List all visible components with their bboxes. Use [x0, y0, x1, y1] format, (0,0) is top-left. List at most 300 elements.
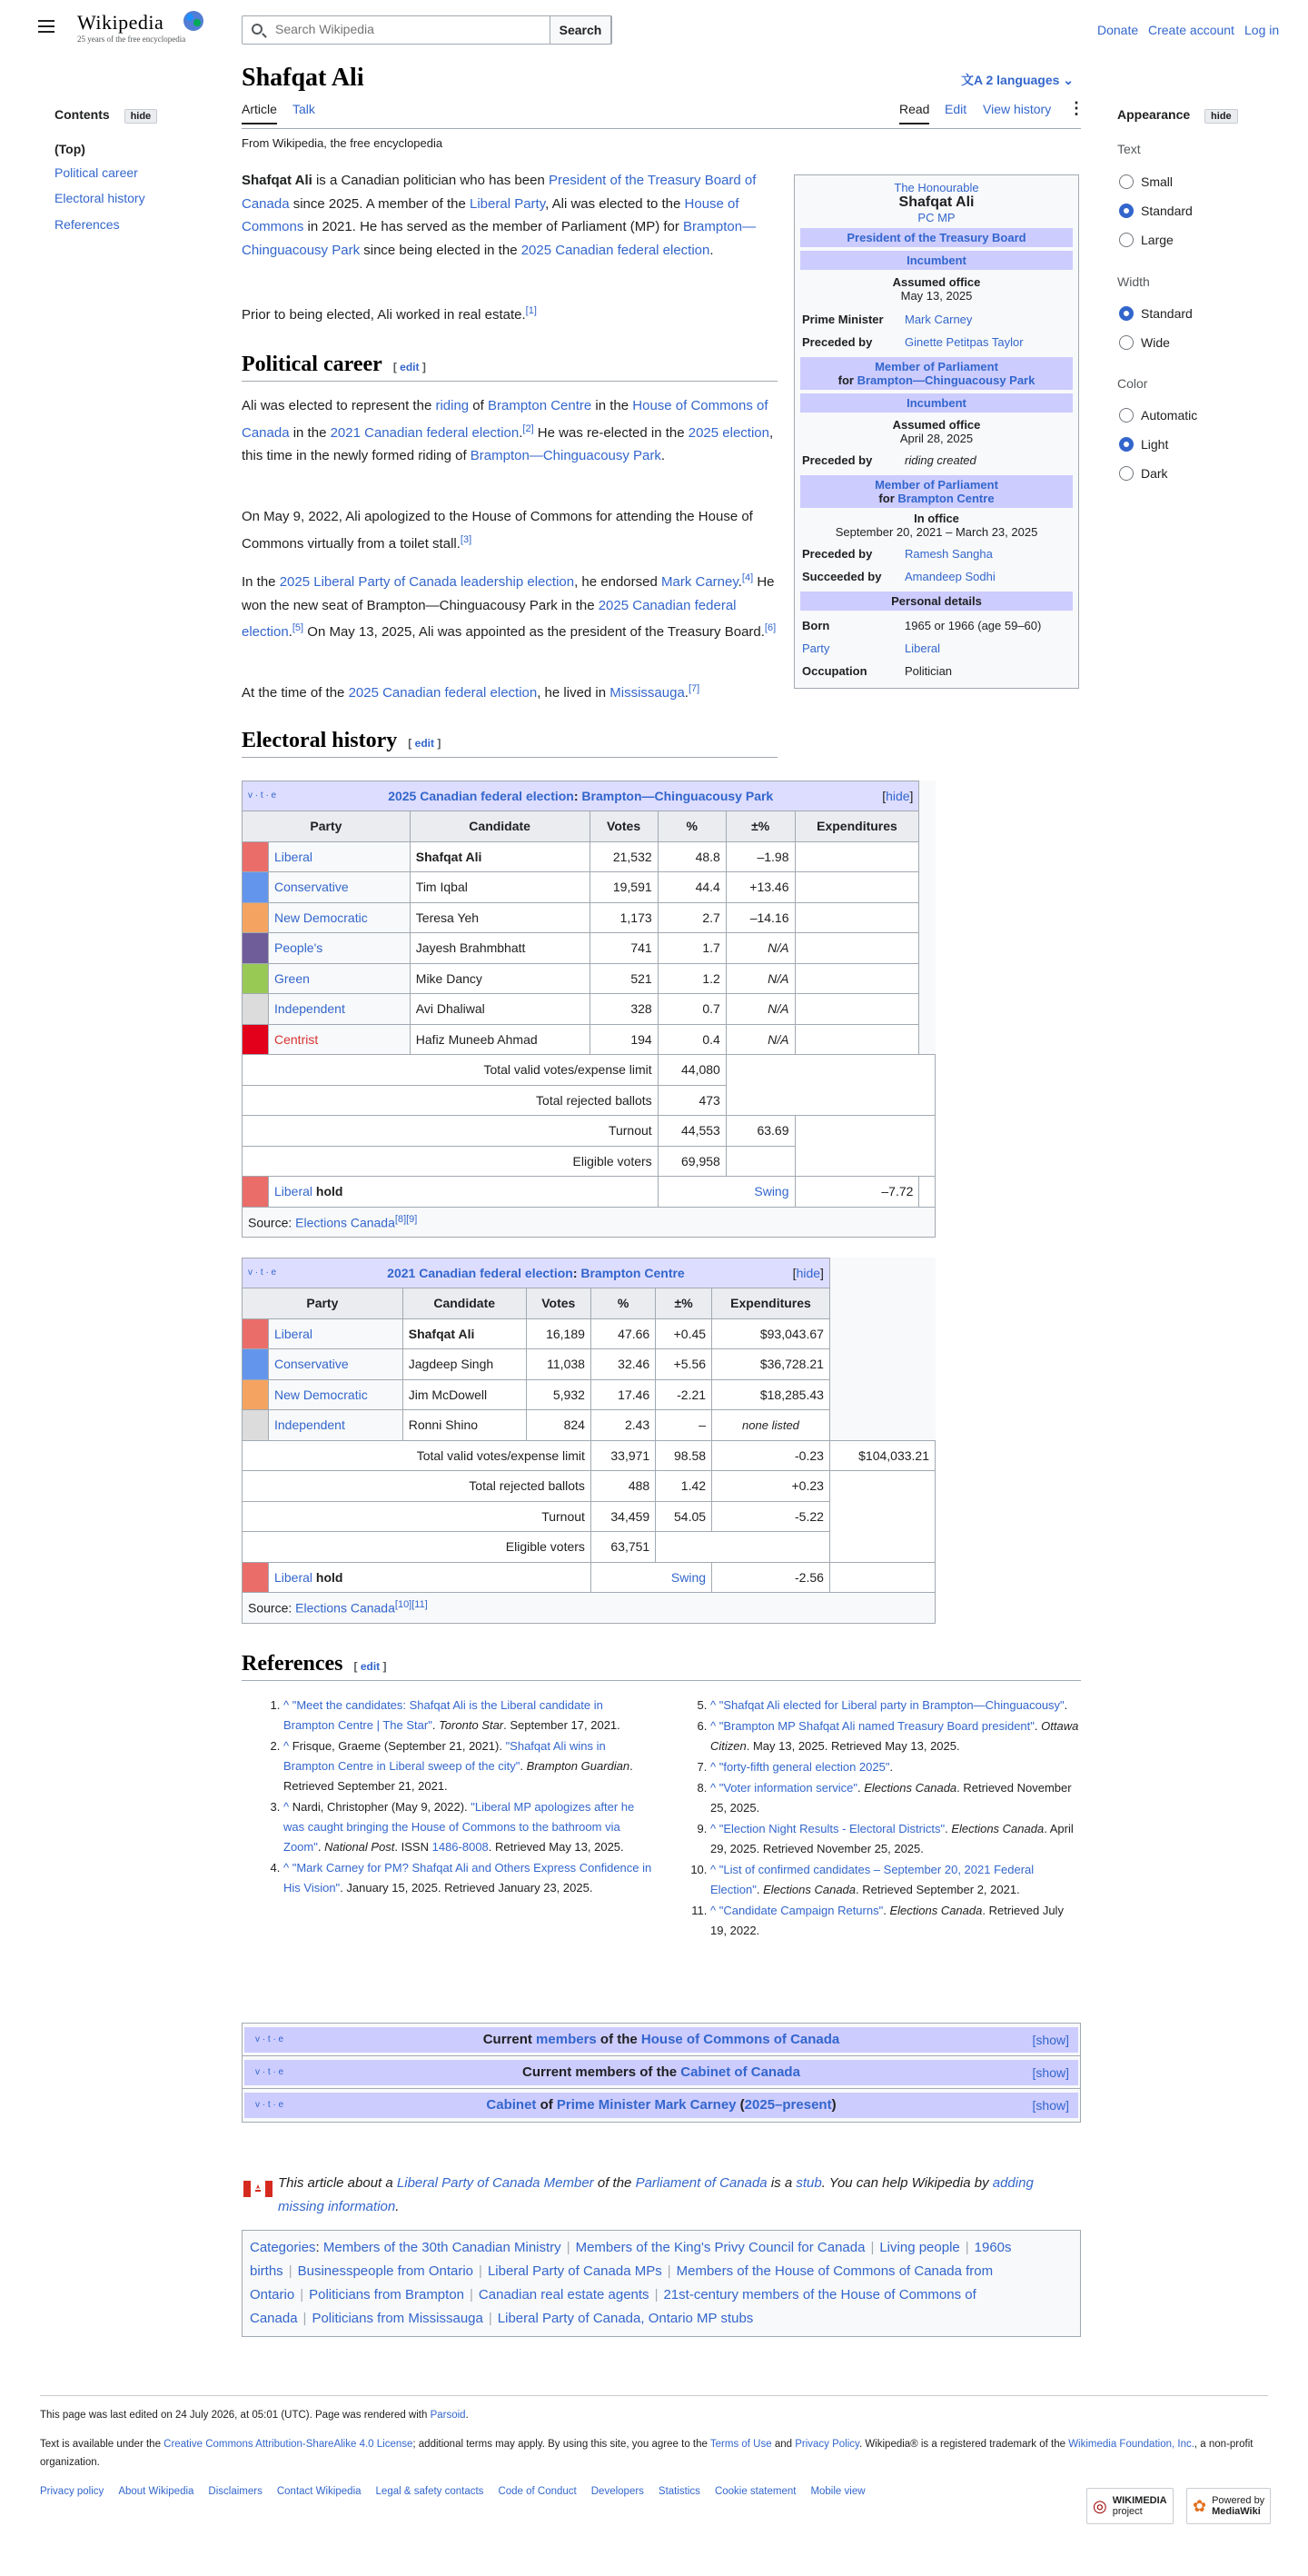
party-color-swatch	[243, 963, 269, 994]
political-paragraph-1: Ali was elected to represent the riding of Brampton Centre in the House of Commons of Canada in the 2021 Canadian federal election.[2] He was re-elected in the 2025 election, this time in the newly formed riding of Brampton—Chinguacousy Park.	[242, 398, 774, 463]
reference-link[interactable]: "Mark Carney for PM? Shafqat Ali and Others Express Confidence in His Vision"	[283, 1861, 652, 1895]
hide-toggle[interactable]: [hide]	[792, 1266, 824, 1280]
table-value: +0.23	[712, 1471, 830, 1502]
link[interactable]: Brampton—Chinguacousy Park	[470, 448, 661, 463]
infobox	[794, 174, 1079, 689]
link[interactable]: House of Commons of Canada	[640, 2032, 840, 2047]
change-cell: +13.46	[726, 872, 795, 903]
votes-cell: 194	[590, 1024, 658, 1055]
infobox-name: Shafqat Ali	[898, 194, 975, 210]
expenditures-cell: $36,728.21	[712, 1349, 830, 1380]
candidate-row	[243, 994, 936, 1025]
column-header: %	[658, 811, 726, 842]
appearance-hide-button[interactable]: hide	[1204, 109, 1238, 124]
more-tools-icon[interactable]: ⋮	[1068, 99, 1085, 117]
search-box	[242, 15, 612, 45]
backlink[interactable]: ^	[283, 1800, 292, 1814]
link-house-of-commons[interactable]: House of Commons	[242, 195, 739, 234]
citation[interactable]: [2]	[522, 423, 534, 434]
globe-icon[interactable]	[182, 9, 205, 33]
votes-cell: 11,038	[526, 1349, 590, 1380]
reference-link[interactable]: "Brampton MP Shafqat Ali named Treasury Board president"	[718, 1719, 1035, 1733]
categories-link[interactable]: Categories	[250, 2240, 316, 2255]
mediawiki-logo-icon: ✿	[1193, 2496, 1207, 2515]
category-link[interactable]: Members of the House of Commons of Canada from Ontario	[250, 2263, 994, 2302]
link[interactable]: Liberal Party of Canada Member	[396, 2175, 594, 2191]
vte-links[interactable]: v · t · e	[255, 2100, 284, 2110]
backlink[interactable]: ^	[710, 1760, 719, 1774]
tab-read[interactable]: Read	[899, 102, 929, 124]
vte-links[interactable]: v · t · e	[255, 2034, 284, 2044]
languages-button[interactable]: 文A 2 languages ⌄	[961, 73, 1075, 87]
infobox-honorific[interactable]: The Honourable	[894, 181, 979, 194]
category-link[interactable]: Members of the King's Privy Council for Canada	[575, 2240, 866, 2255]
appearance-width-label: Width	[1117, 274, 1150, 289]
change-cell: +0.45	[656, 1318, 712, 1349]
political-paragraph-4: At the time of the 2025 Canadian federal election, he lived in Mississauga.[7]	[242, 683, 700, 701]
link[interactable]: 2025–present	[744, 2097, 832, 2113]
link-treasury-board[interactable]: President of the Treasury Board of Canada	[242, 173, 757, 212]
party-link[interactable]: New Democratic	[274, 1387, 368, 1402]
infobox-value: 1965 or 1966 (age 59–60)	[905, 619, 1042, 632]
footer-links	[40, 2486, 880, 2497]
category-link[interactable]: Liberal Party of Canada, Ontario MP stubs	[497, 2311, 754, 2326]
table-value: 473	[658, 1085, 726, 1116]
category-link[interactable]: Politicians from Mississauga	[312, 2311, 483, 2326]
show-toggle[interactable]: [show]	[1032, 2033, 1069, 2047]
infobox-link[interactable]: Brampton Centre	[897, 492, 995, 505]
link[interactable]: House of Commons of Canada	[242, 398, 768, 441]
expenditures-cell	[795, 841, 919, 872]
citation[interactable]: [6]	[764, 622, 777, 633]
party-color-swatch	[243, 872, 269, 903]
appearance-title: Appearance hide	[1117, 107, 1238, 124]
party-color-swatch	[243, 1349, 269, 1380]
link[interactable]: Liberal	[274, 1184, 313, 1199]
edit-section-link[interactable]: edit	[360, 1660, 381, 1673]
party-link[interactable]: People's	[274, 940, 323, 956]
create-account-link[interactable]: Create account	[1148, 23, 1234, 37]
link-brampton-chinguacousy[interactable]: Brampton—Chinguacousy Park	[242, 219, 757, 258]
change-cell: +5.56	[656, 1349, 712, 1380]
link[interactable]: 2021 Canadian federal election	[330, 424, 520, 441]
votes-cell: 741	[590, 933, 658, 964]
section-heading-references: References [ edit ]	[242, 1652, 1081, 1681]
table-value: 98.58	[656, 1440, 712, 1471]
citation[interactable]: [4]	[741, 572, 754, 583]
party-link[interactable]: Independent	[274, 1001, 345, 1017]
appearance-color-label: Color	[1117, 376, 1148, 391]
backlink[interactable]: ^	[710, 1822, 719, 1835]
reference-link[interactable]: "Election Night Results - Electoral Districts"	[718, 1822, 946, 1835]
footer-link[interactable]: Legal & safety contacts	[375, 2486, 484, 2497]
percent-cell: 0.7	[658, 994, 726, 1025]
radio-text-small[interactable]: Small	[1119, 174, 1173, 189]
vte-links[interactable]: v · t · e	[248, 791, 277, 801]
infobox-label: Prime Minister	[802, 313, 884, 326]
backlink[interactable]: ^	[283, 1739, 292, 1753]
table-value: –7.72	[795, 1177, 919, 1208]
link[interactable]: Cabinet	[486, 2097, 537, 2113]
toc-hide-button[interactable]: hide	[124, 109, 158, 124]
column-header: Party	[243, 1288, 403, 1319]
link[interactable]: Liberal	[274, 1569, 313, 1585]
category-link[interactable]: Businesspeople from Ontario	[297, 2263, 474, 2279]
party-link[interactable]: Independent	[274, 1417, 345, 1433]
infobox-label: Assumed office	[892, 275, 981, 289]
link[interactable]: Swing	[754, 1184, 789, 1199]
percent-cell: 2.43	[590, 1410, 655, 1441]
category-link[interactable]: Politicians from Brampton	[309, 2287, 465, 2302]
votes-cell: 328	[590, 994, 658, 1025]
intro-paragraph-2: Prior to being elected, Ali worked in real estate.[1]	[242, 305, 537, 323]
citation[interactable]: [1]	[525, 305, 537, 316]
table-value: 44,080	[658, 1055, 726, 1086]
section-heading-electoral-history: Electoral history [ edit ]	[242, 729, 778, 758]
link[interactable]: Brampton—Chinguacousy Park	[581, 789, 774, 803]
reference-item: 11. ^ "Candidate Campaign Returns". Elections Canada. Retrieved July 19, 2022.	[710, 1901, 1081, 1941]
intro-paragraph: Shafqat Ali is a Canadian politician who has been President of the Treasury Board of Canada since 2025. A member of the Liberal Party, Ali was elected to the House of Commons in 2021. He has served as the member of Parliament (MP) for Brampton—Chinguacousy Park since being elected in the 2025 Canadian federal election.	[242, 173, 757, 258]
votes-cell: 521	[590, 963, 658, 994]
page-tabs	[242, 99, 1085, 129]
expenditures-cell	[795, 963, 919, 994]
column-header: Expenditures	[712, 1288, 830, 1319]
show-toggle[interactable]: [show]	[1032, 2098, 1069, 2113]
backlink[interactable]: ^	[710, 1698, 719, 1712]
infobox-label: Succeeded by	[802, 570, 882, 583]
footer-link[interactable]: Contact Wikipedia	[276, 2486, 362, 2497]
category-link[interactable]: Liberal Party of Canada MPs	[487, 2263, 662, 2279]
candidate-row	[243, 1024, 936, 1055]
tab-talk[interactable]: Talk	[292, 102, 315, 116]
backlink[interactable]: ^	[283, 1698, 292, 1712]
category-link[interactable]: 21st-century members of the House of Commons of Canada	[250, 2287, 976, 2326]
election-table-caption: v · t · e 2025 Canadian federal election: Brampton—Chinguacousy Park [hide]	[243, 781, 919, 811]
election-table-2025: v · t · e 2025 Canadian federal election: Brampton—Chinguacousy Park [hide] Party Candidate Votes % ±% Expenditures Liberal Shafqat Ali 21,532 48.8 –1.98 Conservative Tim Iqbal 19,591 44.4 +13.46 New Democratic Teresa Yeh 1,173 2.7 –14.16 People's Jayesh Brahmbhatt 741 1.7 N/A Green Mike Dancy 521 1.2 N/A Independent Avi Dhaliwal 328 0.7 N/A Centrist Hafiz Muneeb Ahmad 194 0.4 N/A Total valid votes/expense limit 44,080 Total rejected ballots 473 Turnout 44,553 63.69 Eligible voters 69,958 Liberal hold Swing –7.72 Source: Elections Canada[8][9]	[242, 781, 936, 1238]
link[interactable]: Swing	[670, 1569, 707, 1585]
navbox: v · t · e Current members of the House of Commons of Canada [show]	[242, 2023, 1081, 2057]
toc-title: Contents hide	[54, 107, 157, 124]
link[interactable]: Privacy Policy	[795, 2439, 859, 2450]
infobox-link[interactable]: Amandeep Sodhi	[905, 570, 996, 583]
reference-item: 8. ^ "Voter information service". Elections Canada. Retrieved November 25, 2025.	[710, 1778, 1081, 1818]
reference-link[interactable]: 1486-8008	[431, 1840, 489, 1854]
reference-link[interactable]: "Shafqat Ali elected for Liberal party in Brampton—Chinguacousy"	[718, 1698, 1065, 1712]
radio-text-standard[interactable]: Standard	[1119, 204, 1193, 218]
party-link[interactable]: Liberal	[274, 1326, 313, 1341]
party-link[interactable]: New Democratic	[274, 910, 368, 925]
reference-link[interactable]: "Shafqat Ali wins in Brampton Centre in Liberal sweep of the city"	[283, 1739, 606, 1773]
infobox-link[interactable]: Party	[802, 642, 830, 655]
infobox-label: Preceded by	[802, 453, 873, 467]
infobox-link[interactable]: Mark Carney	[905, 313, 973, 326]
toc-item-electoral-history[interactable]: Electoral history	[54, 191, 145, 205]
toc-item-political-career[interactable]: Political career	[54, 165, 138, 180]
reference-link[interactable]: "Liberal MP apologizes after he was caught bringing the House of Commons to the bathroom via Zoom"	[283, 1800, 635, 1854]
expenditures-cell	[795, 902, 919, 933]
infobox-value: April 28, 2025	[899, 432, 974, 445]
infobox-office-header[interactable]: President of the Treasury Board	[800, 228, 1073, 247]
references-list-left	[263, 1696, 654, 1899]
change-cell: -2.21	[656, 1379, 712, 1410]
party-color-swatch	[243, 1318, 269, 1349]
party-link[interactable]: Liberal	[274, 849, 313, 864]
table-label: Eligible voters	[243, 1532, 591, 1563]
party-color-swatch	[243, 1379, 269, 1410]
vte-links[interactable]: v · t · e	[248, 1268, 277, 1278]
reference-link[interactable]: "List of confirmed candidates – September 20, 2021 Federal Election"	[710, 1863, 1035, 1896]
categories-box: Categories: Members of the 30th Canadian Ministry | Members of the King's Privy Council for Canada | Living people | 1960s births | Businesspeople from Ontario | Liberal Party of Canada MPs | Members of the House of Commons of Canada from Ontario | Politicians from Brampton | Canadian real estate agents | 21st-century members of the House of Commons of Canada | Politicians from Mississauga | Liberal Party of Canada, Ontario MP stubs	[242, 2230, 1081, 2337]
change-cell: –1.98	[726, 841, 795, 872]
link[interactable]: Mark Carney	[661, 574, 738, 590]
category-link[interactable]: Members of the 30th Canadian Ministry	[322, 2240, 561, 2255]
link[interactable]: Parsoid	[430, 2410, 466, 2421]
infobox-postnominals[interactable]: PC MP	[917, 211, 956, 224]
percent-cell: 48.8	[658, 841, 726, 872]
table-value: $104,033.21	[829, 1440, 935, 1471]
table-value: 1.42	[656, 1471, 712, 1502]
infobox-link[interactable]: Liberal	[905, 642, 941, 655]
radio-width-standard[interactable]: Standard	[1119, 306, 1193, 321]
toc-item-references[interactable]: References	[54, 217, 120, 232]
link[interactable]: 2025 Canadian federal election	[348, 685, 538, 701]
page-title: Shafqat Ali	[242, 64, 364, 92]
edit-section-link[interactable]: edit	[400, 361, 420, 373]
percent-cell: 47.66	[590, 1318, 655, 1349]
citation[interactable]: [5]	[292, 622, 304, 633]
link[interactable]: riding	[435, 398, 470, 413]
percent-cell: 17.46	[590, 1379, 655, 1410]
translate-icon: 文A	[961, 73, 983, 87]
party-link[interactable]: Green	[274, 970, 310, 986]
footer-divider	[40, 2395, 1268, 2396]
link[interactable]: Brampton Centre	[580, 1266, 685, 1280]
infobox-incumbent[interactable]: Incumbent	[800, 393, 1073, 413]
link[interactable]: members	[536, 2032, 597, 2047]
table-value: -5.22	[712, 1501, 830, 1532]
backlink[interactable]: ^	[710, 1904, 719, 1917]
footer-link[interactable]: Privacy policy	[40, 2486, 104, 2497]
link-liberal-party[interactable]: Liberal Party	[470, 195, 546, 212]
vte-links[interactable]: v · t · e	[255, 2067, 284, 2077]
footer-link[interactable]: Cookie statement	[714, 2486, 797, 2497]
toc-item-top[interactable]: (Top)	[54, 142, 85, 156]
reference-item: 1. ^ "Meet the candidates: Shafqat Ali is the Liberal candidate in Brampton Centre | The Star". Toronto Star. September 17, 2021.	[283, 1696, 654, 1736]
link[interactable]: stub	[796, 2175, 822, 2191]
search-input[interactable]	[275, 22, 530, 36]
link[interactable]: 2025 Liberal Party of Canada leadership election	[279, 574, 575, 590]
footer-link[interactable]: Statistics	[658, 2486, 700, 2497]
radio-color-light[interactable]: Light	[1119, 437, 1168, 452]
candidate-name: Hafiz Muneeb Ahmad	[410, 1024, 590, 1055]
link[interactable]: Cabinet of Canada	[680, 2064, 800, 2080]
category-link[interactable]: Canadian real estate agents	[478, 2287, 649, 2302]
link[interactable]: Elections Canada	[295, 1601, 395, 1616]
radio-color-automatic[interactable]: Automatic	[1119, 408, 1197, 423]
expenditures-cell: $93,043.67	[712, 1318, 830, 1349]
link[interactable]: 2025 Canadian federal election	[388, 789, 574, 803]
radio-width-wide[interactable]: Wide	[1119, 335, 1170, 350]
citation[interactable]: [8][9]	[394, 1213, 418, 1225]
wikipedia-wordmark[interactable]: Wikipedia	[77, 11, 164, 34]
candidate-name: Teresa Yeh	[410, 902, 590, 933]
donate-link[interactable]: Donate	[1097, 23, 1139, 37]
reference-item: 10. ^ "List of confirmed candidates – September 20, 2021 Federal Election". Elections Canada. Retrieved September 2, 2021.	[710, 1860, 1081, 1900]
column-header: Votes	[590, 811, 658, 842]
backlink[interactable]: ^	[710, 1781, 719, 1795]
reference-link[interactable]: "Meet the candidates: Shafqat Ali is the Liberal candidate in Brampton Centre | The Star"	[283, 1698, 603, 1732]
infobox-link[interactable]: Brampton—Chinguacousy Park	[857, 373, 1036, 387]
candidate-name: Shafqat Ali	[402, 1318, 526, 1349]
powered-by-mediawiki-badge[interactable]: ✿ Powered by MediaWiki	[1186, 2488, 1271, 2524]
link[interactable]: Elections Canada	[295, 1215, 395, 1230]
change-cell: N/A	[726, 963, 795, 994]
candidate-row	[243, 872, 936, 903]
party-color-swatch	[243, 902, 269, 933]
link[interactable]: adding missing information	[278, 2175, 1034, 2214]
candidate-name: Jagdeep Singh	[402, 1349, 526, 1380]
navbox: v · t · e Cabinet of Prime Minister Mark Carney (2025–present) [show]	[242, 2088, 1081, 2123]
link[interactable]: Mississauga	[609, 685, 685, 701]
show-toggle[interactable]: [show]	[1032, 2065, 1069, 2080]
infobox-link[interactable]: Ginette Petitpas Taylor	[905, 335, 1024, 349]
election-table-2021: v · t · e 2021 Canadian federal election: Brampton Centre [hide] Party Candidate Votes % ±% Expenditures Liberal Shafqat Ali 16,189 47.66 +0.45 $93,043.67 Conservative Jagdeep Singh 11,038 32.46 +5.56 $36,728.21 New Democratic Jim McDowell 5,932 17.46 -2.21 $18,285.43 Independent Ronni Shino 824 2.43 – none listed Total valid votes/expense limit 33,971 98.58 -0.23 $104,033.21 Total rejected ballots 488 1.42 +0.23 Turnout 34,459 54.05 -5.22 Eligible voters 63,751 Liberal hold Swing -2.56 Source: Elections Canada[10][11]	[242, 1258, 936, 1624]
column-header: Expenditures	[795, 811, 919, 842]
column-header: Party	[243, 811, 411, 842]
wikimedia-project-badge[interactable]: ◎ WIKIMEDIA project	[1086, 2488, 1174, 2524]
infobox-label: Preceded by	[802, 335, 873, 349]
table-value: 44,553	[658, 1116, 726, 1147]
citation[interactable]: [10][11]	[394, 1599, 428, 1611]
table-label: Turnout	[243, 1116, 659, 1147]
category-link[interactable]: 1960s births	[250, 2240, 1012, 2279]
section-heading-political-career: Political career [ edit ]	[242, 353, 778, 382]
footer-link[interactable]: Mobile view	[810, 2486, 866, 2497]
link[interactable]: 2025 election	[688, 424, 769, 441]
percent-cell: 0.4	[658, 1024, 726, 1055]
candidate-row	[243, 963, 936, 994]
table-value: 54.05	[656, 1501, 712, 1532]
link[interactable]: Wikimedia Foundation, Inc.	[1068, 2439, 1194, 2450]
party-color-swatch	[243, 1562, 269, 1593]
link[interactable]: Prime Minister Mark Carney	[556, 2097, 737, 2113]
column-header: %	[590, 1288, 655, 1319]
expenditures-cell	[795, 933, 919, 964]
radio-color-dark[interactable]: Dark	[1119, 466, 1168, 481]
column-header: ±%	[726, 811, 795, 842]
stub-notice: This article about a Liberal Party of Canada Member of the Parliament of Canada is a stub. You can help Wikipedia by adding missing information.	[278, 2175, 1034, 2214]
reference-item: 3. ^ Nardi, Christopher (May 9, 2022). "Liberal MP apologizes after he was caught bringing the House of Commons to the bathroom via Zoom". National Post. ISSN 1486-8008. Retrieved May 13, 2025.	[283, 1797, 654, 1857]
citation[interactable]: [7]	[688, 683, 700, 694]
backlink[interactable]: ^	[710, 1863, 719, 1876]
infobox-label: In office	[914, 512, 959, 525]
candidate-name: Ronni Shino	[402, 1410, 526, 1441]
link[interactable]: Terms of Use	[709, 2439, 772, 2450]
reference-item: 7. ^ "forty-fifth general election 2025".	[710, 1757, 1081, 1777]
expenditures-cell	[795, 1024, 919, 1055]
change-cell: –	[656, 1410, 712, 1441]
tab-view-history[interactable]: View history	[983, 102, 1052, 116]
infobox-label: Occupation	[802, 664, 867, 678]
reference-link[interactable]: "Candidate Campaign Returns"	[718, 1904, 884, 1917]
link[interactable]: 2021 Canadian federal election	[387, 1266, 573, 1280]
party-color-swatch	[243, 994, 269, 1025]
infobox-link[interactable]: Ramesh Sangha	[905, 547, 993, 561]
table-value: 488	[590, 1471, 655, 1502]
edit-section-link[interactable]: edit	[414, 737, 434, 750]
reference-link[interactable]: "Voter information service"	[718, 1781, 858, 1795]
percent-cell: 1.7	[658, 933, 726, 964]
footer-link[interactable]: Developers	[590, 2486, 644, 2497]
citation[interactable]: [3]	[460, 533, 472, 545]
references-list-right	[690, 1696, 1081, 1942]
link-2025-election[interactable]: 2025 Canadian federal election	[520, 242, 710, 258]
table-value: 63.69	[726, 1116, 795, 1147]
backlink[interactable]: ^	[710, 1719, 719, 1733]
candidate-name: Jim McDowell	[402, 1379, 526, 1410]
link[interactable]: 2025 Canadian federal election	[242, 597, 737, 640]
main-menu-icon[interactable]	[38, 20, 54, 33]
login-link[interactable]: Log in	[1244, 23, 1280, 37]
footer-last-edited: This page was last edited on 24 July 2026, at 05:01 (UTC). Page was rendered with Parsoid.	[40, 2410, 469, 2421]
canada-flag-icon	[243, 2181, 272, 2197]
election-table-caption: v · t · e 2021 Canadian federal election: Brampton Centre [hide]	[243, 1258, 830, 1288]
party-color-swatch	[243, 1410, 269, 1441]
votes-cell: 16,189	[526, 1318, 590, 1349]
infobox-label: Born	[802, 619, 830, 632]
link[interactable]: Creative Commons Attribution-ShareAlike 4.0 License	[164, 2439, 413, 2450]
candidate-row	[243, 841, 936, 872]
category-link[interactable]: Living people	[879, 2240, 960, 2255]
footer-link[interactable]: Disclaimers	[208, 2486, 263, 2497]
party-link[interactable]: Conservative	[274, 880, 349, 895]
table-value: 63,751	[590, 1532, 655, 1563]
reference-link[interactable]: "forty-fifth general election 2025"	[718, 1760, 890, 1774]
percent-cell: 1.2	[658, 963, 726, 994]
radio-text-large[interactable]: Large	[1119, 233, 1174, 247]
candidate-name: Tim Iqbal	[410, 872, 590, 903]
party-link[interactable]: Centrist	[274, 1031, 319, 1047]
column-header: Candidate	[402, 1288, 526, 1319]
footer-link[interactable]: About Wikipedia	[118, 2486, 194, 2497]
infobox-value: September 20, 2021 – March 23, 2025	[835, 525, 1038, 539]
table-label: Turnout	[243, 1501, 591, 1532]
tab-article[interactable]: Article	[242, 102, 277, 124]
change-cell: N/A	[726, 933, 795, 964]
link[interactable]: Brampton Centre	[488, 398, 592, 413]
party-link[interactable]: Conservative	[274, 1357, 349, 1372]
party-color-swatch	[243, 841, 269, 872]
candidate-row	[243, 1349, 936, 1380]
expenditures-cell	[795, 872, 919, 903]
hide-toggle[interactable]: [hide]	[882, 789, 914, 803]
search-icon	[252, 24, 263, 35]
search-button[interactable]: Search	[550, 15, 611, 45]
table-value: 69,958	[658, 1146, 726, 1177]
link[interactable]: Parliament of Canada	[635, 2175, 768, 2191]
votes-cell: 824	[526, 1410, 590, 1441]
site-sub: From Wikipedia, the free encyclopedia	[242, 136, 443, 150]
infobox-incumbent[interactable]: Incumbent	[800, 251, 1073, 270]
tab-edit[interactable]: Edit	[945, 102, 967, 116]
footer-link[interactable]: Code of Conduct	[498, 2486, 577, 2497]
backlink[interactable]: ^	[283, 1861, 292, 1875]
votes-cell: 1,173	[590, 902, 658, 933]
expenditures-cell: $18,285.43	[712, 1379, 830, 1410]
political-paragraph-3: In the 2025 Liberal Party of Canada leadership election, he endorsed Mark Carney.[4] He won the new seat of Brampton—Chinguacousy Park in the 2025 Canadian federal election.[5] On May 13, 2025, Ali was appointed as the president of the Treasury Board.[6]	[242, 572, 777, 640]
change-cell: N/A	[726, 994, 795, 1025]
party-color-swatch	[243, 933, 269, 964]
